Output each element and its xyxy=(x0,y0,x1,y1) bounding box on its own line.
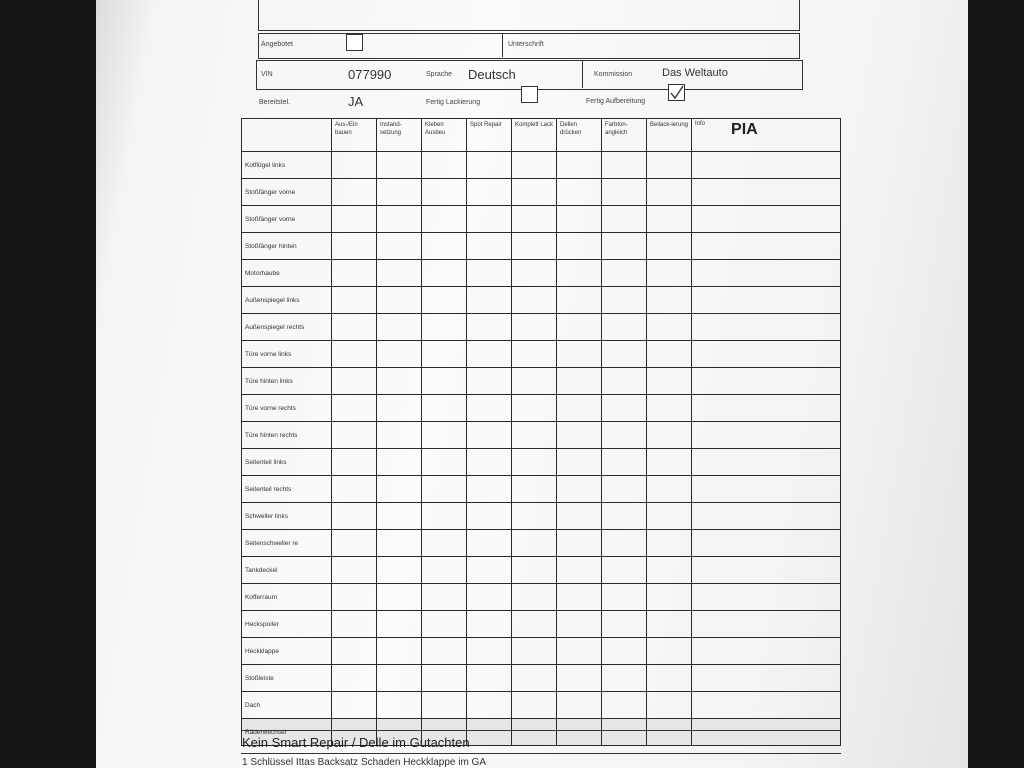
footer-note-1: Kein Smart Repair / Delle im Gutachten xyxy=(242,735,470,750)
table-row xyxy=(242,341,841,368)
fertig-aufbereitung-checkbox[interactable] xyxy=(668,84,685,101)
table-cell[interactable] xyxy=(647,152,692,179)
footer-line-2 xyxy=(241,753,841,754)
row-label: Türe hinten links xyxy=(242,368,332,395)
table-cell[interactable] xyxy=(422,503,467,530)
table-cell[interactable] xyxy=(377,314,422,341)
table-cell[interactable] xyxy=(422,530,467,557)
table-cell[interactable] xyxy=(692,287,841,314)
table-cell[interactable] xyxy=(557,152,602,179)
table-cell[interactable] xyxy=(602,557,647,584)
table-cell[interactable] xyxy=(332,665,377,692)
table-cell[interactable] xyxy=(557,692,602,719)
table-cell[interactable] xyxy=(332,341,377,368)
table-cell[interactable] xyxy=(557,260,602,287)
table-cell[interactable] xyxy=(692,692,841,719)
row-label: Seitenteil links xyxy=(242,449,332,476)
bereitstellung-label: Bereitstel. xyxy=(259,99,291,106)
table-cell[interactable] xyxy=(602,530,647,557)
kommission-value: Das Weltauto xyxy=(662,67,728,79)
table-cell[interactable] xyxy=(557,368,602,395)
bereitstellung-value: JA xyxy=(348,94,364,109)
table-cell[interactable] xyxy=(557,314,602,341)
table-cell[interactable] xyxy=(332,584,377,611)
table-cell[interactable] xyxy=(467,179,512,206)
table-cell[interactable] xyxy=(467,341,512,368)
table-cell[interactable] xyxy=(422,692,467,719)
table-cell[interactable] xyxy=(692,341,841,368)
table-cell[interactable] xyxy=(467,233,512,260)
form-paper xyxy=(96,0,968,768)
column-header xyxy=(512,119,557,152)
column-header-label: Kleben Ausbeu xyxy=(425,122,446,136)
row-label: Stoßleiste xyxy=(242,665,332,692)
table-cell[interactable] xyxy=(692,557,841,584)
column-header-label: Instand-setzung xyxy=(380,122,402,136)
table-cell[interactable] xyxy=(647,449,692,476)
table-cell[interactable] xyxy=(422,233,467,260)
column-header-label: Beilack-ierung xyxy=(650,122,689,128)
table-cell[interactable] xyxy=(602,233,647,260)
table-cell[interactable] xyxy=(647,557,692,584)
table-cell[interactable] xyxy=(512,611,557,638)
table-cell[interactable] xyxy=(602,287,647,314)
kommission-label: Kommission xyxy=(594,71,633,78)
row-label: Heckklappe xyxy=(242,638,332,665)
table-cell[interactable] xyxy=(377,368,422,395)
table-cell[interactable] xyxy=(422,395,467,422)
fertig-lackierung-checkbox[interactable] xyxy=(521,86,538,103)
table-cell[interactable] xyxy=(512,422,557,449)
table-cell[interactable] xyxy=(602,449,647,476)
row-label: Seitenschweller re xyxy=(242,530,332,557)
table-cell[interactable] xyxy=(602,665,647,692)
table-cell[interactable] xyxy=(332,395,377,422)
table-cell[interactable] xyxy=(557,557,602,584)
table-cell[interactable] xyxy=(557,503,602,530)
table-cell[interactable] xyxy=(377,422,422,449)
fertig-lackierung-label: Fertig Lackierung xyxy=(426,99,481,106)
table-cell[interactable] xyxy=(377,152,422,179)
table-cell[interactable] xyxy=(512,152,557,179)
footer-note-2: 1 Schlüssel Ittas Backsatz Schaden Heckklappe im GA xyxy=(242,757,487,768)
table-cell[interactable] xyxy=(647,233,692,260)
column-header xyxy=(692,119,841,152)
table-cell[interactable] xyxy=(647,611,692,638)
table-cell[interactable] xyxy=(692,395,841,422)
table-cell[interactable] xyxy=(467,503,512,530)
table-cell[interactable] xyxy=(467,719,512,746)
table-cell[interactable] xyxy=(602,584,647,611)
table-cell[interactable] xyxy=(557,584,602,611)
table-cell[interactable] xyxy=(602,368,647,395)
table-row xyxy=(242,665,841,692)
table-cell[interactable] xyxy=(422,341,467,368)
table-cell[interactable] xyxy=(647,422,692,449)
language-label: Sprache xyxy=(426,71,453,78)
table-cell[interactable] xyxy=(512,530,557,557)
table-cell[interactable] xyxy=(557,395,602,422)
table-cell[interactable] xyxy=(602,422,647,449)
table-cell[interactable] xyxy=(692,152,841,179)
table-cell[interactable] xyxy=(647,206,692,233)
table-cell[interactable] xyxy=(557,611,602,638)
row-label: Schweller links xyxy=(242,503,332,530)
table-cell[interactable] xyxy=(512,719,557,746)
table-cell[interactable] xyxy=(467,260,512,287)
table-row xyxy=(242,584,841,611)
table-row xyxy=(242,233,841,260)
table-row xyxy=(242,611,841,638)
table-cell[interactable] xyxy=(602,611,647,638)
table-row xyxy=(242,476,841,503)
table-cell[interactable] xyxy=(467,152,512,179)
table-cell[interactable] xyxy=(377,503,422,530)
table-cell[interactable] xyxy=(512,260,557,287)
row-label: Kofferraum xyxy=(242,584,332,611)
table-cell[interactable] xyxy=(557,476,602,503)
table-cell[interactable] xyxy=(512,692,557,719)
table-cell[interactable] xyxy=(647,395,692,422)
table-cell[interactable] xyxy=(422,422,467,449)
language-value: Deutsch xyxy=(468,67,516,82)
vin-label: VIN xyxy=(261,71,273,78)
row1-checkbox[interactable] xyxy=(346,34,363,51)
table-cell[interactable] xyxy=(647,692,692,719)
table-cell[interactable] xyxy=(467,449,512,476)
table-cell[interactable] xyxy=(692,719,841,746)
table-cell[interactable] xyxy=(602,692,647,719)
column-header xyxy=(422,119,467,152)
column-header-label: Farbton-angleich xyxy=(605,122,628,136)
table-cell[interactable] xyxy=(467,557,512,584)
table-row xyxy=(242,557,841,584)
table-cell[interactable] xyxy=(692,665,841,692)
table-cell[interactable] xyxy=(557,665,602,692)
table-cell[interactable] xyxy=(602,503,647,530)
table-cell[interactable] xyxy=(377,611,422,638)
table-cell[interactable] xyxy=(467,530,512,557)
table-cell[interactable] xyxy=(467,692,512,719)
table-cell[interactable] xyxy=(512,476,557,503)
table-cell[interactable] xyxy=(422,557,467,584)
table-cell[interactable] xyxy=(332,368,377,395)
table-cell[interactable] xyxy=(467,476,512,503)
table-cell[interactable] xyxy=(602,638,647,665)
table-cell[interactable] xyxy=(602,395,647,422)
table-cell[interactable] xyxy=(692,476,841,503)
table-cell[interactable] xyxy=(557,719,602,746)
table-cell[interactable] xyxy=(332,206,377,233)
row-label: Tankdeckel xyxy=(242,557,332,584)
table-cell[interactable] xyxy=(602,179,647,206)
table-corner-cell xyxy=(242,119,332,152)
table-cell[interactable] xyxy=(377,287,422,314)
fertig-aufbereitung-label: Fertig Aufbereitung xyxy=(586,98,646,105)
row1-divider xyxy=(502,33,503,57)
table-cell[interactable] xyxy=(692,314,841,341)
table-cell[interactable] xyxy=(377,260,422,287)
table-cell[interactable] xyxy=(377,341,422,368)
table-cell[interactable] xyxy=(332,422,377,449)
table-cell[interactable] xyxy=(467,395,512,422)
table-cell[interactable] xyxy=(332,638,377,665)
table-cell[interactable] xyxy=(512,503,557,530)
table-cell[interactable] xyxy=(422,152,467,179)
table-cell[interactable] xyxy=(557,449,602,476)
table-cell[interactable] xyxy=(332,152,377,179)
table-cell[interactable] xyxy=(422,449,467,476)
table-cell[interactable] xyxy=(647,368,692,395)
table-row xyxy=(242,368,841,395)
table-cell[interactable] xyxy=(512,665,557,692)
column-header xyxy=(647,119,692,152)
table-cell[interactable] xyxy=(602,476,647,503)
table-cell[interactable] xyxy=(422,584,467,611)
table-row xyxy=(242,422,841,449)
table-cell[interactable] xyxy=(512,395,557,422)
column-header xyxy=(557,119,602,152)
table-cell[interactable] xyxy=(467,368,512,395)
table-cell[interactable] xyxy=(692,233,841,260)
table-cell[interactable] xyxy=(332,260,377,287)
row-label: Dach xyxy=(242,692,332,719)
row-label: Stoßfänger hinten xyxy=(242,233,332,260)
table-cell[interactable] xyxy=(422,368,467,395)
table-cell[interactable] xyxy=(512,341,557,368)
table-cell[interactable] xyxy=(692,638,841,665)
table-cell[interactable] xyxy=(332,287,377,314)
row-label: Türe hinten rechts xyxy=(242,422,332,449)
table-header-row xyxy=(242,119,841,152)
table-cell[interactable] xyxy=(512,206,557,233)
table-cell[interactable] xyxy=(512,638,557,665)
row-label: Außenspiegel rechts xyxy=(242,314,332,341)
table-cell[interactable] xyxy=(377,233,422,260)
table-cell[interactable] xyxy=(467,422,512,449)
table-cell[interactable] xyxy=(692,449,841,476)
table-cell[interactable] xyxy=(512,233,557,260)
table-cell[interactable] xyxy=(422,314,467,341)
header-frame-top xyxy=(258,0,800,31)
table-cell[interactable] xyxy=(377,395,422,422)
table-cell[interactable] xyxy=(692,503,841,530)
row-label: Seitenteil rechts xyxy=(242,476,332,503)
table-cell[interactable] xyxy=(692,422,841,449)
table-cell[interactable] xyxy=(377,449,422,476)
table-cell[interactable] xyxy=(377,179,422,206)
table-cell[interactable] xyxy=(467,287,512,314)
table-row xyxy=(242,530,841,557)
table-cell[interactable] xyxy=(332,476,377,503)
table-cell[interactable] xyxy=(647,719,692,746)
table-row xyxy=(242,260,841,287)
table-row xyxy=(242,179,841,206)
table-cell[interactable] xyxy=(692,260,841,287)
row2-divider xyxy=(582,60,583,88)
table-cell[interactable] xyxy=(647,179,692,206)
row-label: Stoßfänger vorne xyxy=(242,206,332,233)
table-cell[interactable] xyxy=(422,638,467,665)
table-cell[interactable] xyxy=(647,638,692,665)
column-header-label: Info xyxy=(695,121,706,127)
row-label: Räderwechsel xyxy=(242,719,332,746)
table-cell[interactable] xyxy=(647,260,692,287)
table-row xyxy=(242,152,841,179)
row-label: Außenspiegel links xyxy=(242,287,332,314)
table-cell[interactable] xyxy=(557,287,602,314)
table-cell[interactable] xyxy=(377,557,422,584)
table-cell[interactable] xyxy=(332,692,377,719)
table-row xyxy=(242,206,841,233)
table-cell[interactable] xyxy=(692,584,841,611)
row-label: Motorhaube xyxy=(242,260,332,287)
table-cell[interactable] xyxy=(377,584,422,611)
table-cell[interactable] xyxy=(467,638,512,665)
table-cell[interactable] xyxy=(377,476,422,503)
table-cell[interactable] xyxy=(557,233,602,260)
column-header-label: Aus-/Ein bauen xyxy=(335,122,358,136)
table-row xyxy=(242,638,841,665)
table-cell[interactable] xyxy=(467,665,512,692)
info-value: PIA xyxy=(731,121,758,138)
table-cell[interactable] xyxy=(557,341,602,368)
row-label: Heckspoiler xyxy=(242,611,332,638)
table-cell[interactable] xyxy=(332,611,377,638)
table-cell[interactable] xyxy=(557,530,602,557)
table-cell[interactable] xyxy=(512,314,557,341)
row-label: Stoßfänger vorne xyxy=(242,179,332,206)
table-cell[interactable] xyxy=(467,584,512,611)
column-header xyxy=(602,119,647,152)
table-cell[interactable] xyxy=(602,341,647,368)
table-cell[interactable] xyxy=(332,179,377,206)
table-row xyxy=(242,692,841,719)
table-cell[interactable] xyxy=(512,179,557,206)
table-cell[interactable] xyxy=(377,692,422,719)
row-label: Kotflügel links xyxy=(242,152,332,179)
row1-label-right: Unterschrift xyxy=(508,41,544,48)
column-header-label: Komplett Lack xyxy=(515,122,554,128)
table-cell[interactable] xyxy=(512,584,557,611)
table-cell[interactable] xyxy=(692,368,841,395)
table-cell[interactable] xyxy=(422,179,467,206)
table-cell[interactable] xyxy=(422,287,467,314)
table-cell[interactable] xyxy=(422,206,467,233)
table-cell[interactable] xyxy=(692,530,841,557)
column-header xyxy=(332,119,377,152)
table-cell[interactable] xyxy=(512,287,557,314)
row-label: Türe vorne links xyxy=(242,341,332,368)
table-cell[interactable] xyxy=(647,584,692,611)
table-cell[interactable] xyxy=(332,530,377,557)
table-cell[interactable] xyxy=(647,530,692,557)
table-cell[interactable] xyxy=(332,503,377,530)
table-cell[interactable] xyxy=(332,449,377,476)
table-cell[interactable] xyxy=(647,287,692,314)
table-cell[interactable] xyxy=(377,638,422,665)
table-cell[interactable] xyxy=(377,530,422,557)
table-cell[interactable] xyxy=(332,233,377,260)
table-cell[interactable] xyxy=(467,611,512,638)
table-cell[interactable] xyxy=(647,341,692,368)
table-cell[interactable] xyxy=(557,638,602,665)
table-row xyxy=(242,314,841,341)
damage-table xyxy=(241,118,841,746)
table-cell[interactable] xyxy=(602,152,647,179)
table-cell[interactable] xyxy=(602,260,647,287)
vin-value: 077990 xyxy=(348,67,392,82)
table-cell[interactable] xyxy=(422,665,467,692)
table-row xyxy=(242,449,841,476)
footer-line-1 xyxy=(241,730,841,731)
table-cell[interactable] xyxy=(512,557,557,584)
column-header xyxy=(377,119,422,152)
table-cell[interactable] xyxy=(377,665,422,692)
table-cell[interactable] xyxy=(692,206,841,233)
table-cell[interactable] xyxy=(332,314,377,341)
table-cell[interactable] xyxy=(602,314,647,341)
table-row xyxy=(242,503,841,530)
table-cell[interactable] xyxy=(422,476,467,503)
table-cell[interactable] xyxy=(422,611,467,638)
column-header-label: Dellen drücken xyxy=(560,122,582,136)
column-header xyxy=(467,119,512,152)
table-cell[interactable] xyxy=(467,206,512,233)
table-row xyxy=(242,395,841,422)
row-label: Türe vorne rechts xyxy=(242,395,332,422)
table-cell[interactable] xyxy=(512,449,557,476)
table-cell[interactable] xyxy=(422,260,467,287)
table-cell[interactable] xyxy=(602,206,647,233)
table-cell[interactable] xyxy=(377,206,422,233)
table-cell[interactable] xyxy=(557,179,602,206)
column-header-label: Spot Repair xyxy=(470,122,502,128)
table-row xyxy=(242,287,841,314)
table-cell[interactable] xyxy=(512,368,557,395)
table-cell[interactable] xyxy=(647,314,692,341)
table-cell[interactable] xyxy=(467,314,512,341)
table-cell[interactable] xyxy=(692,611,841,638)
table-cell[interactable] xyxy=(332,557,377,584)
table-cell[interactable] xyxy=(692,179,841,206)
table-cell[interactable] xyxy=(647,665,692,692)
table-cell[interactable] xyxy=(557,422,602,449)
table-cell[interactable] xyxy=(647,503,692,530)
row1-label-left: Angebotet xyxy=(261,41,293,48)
table-cell[interactable] xyxy=(557,206,602,233)
table-cell[interactable] xyxy=(647,476,692,503)
table-cell[interactable] xyxy=(602,719,647,746)
check-mark-icon xyxy=(669,85,684,100)
